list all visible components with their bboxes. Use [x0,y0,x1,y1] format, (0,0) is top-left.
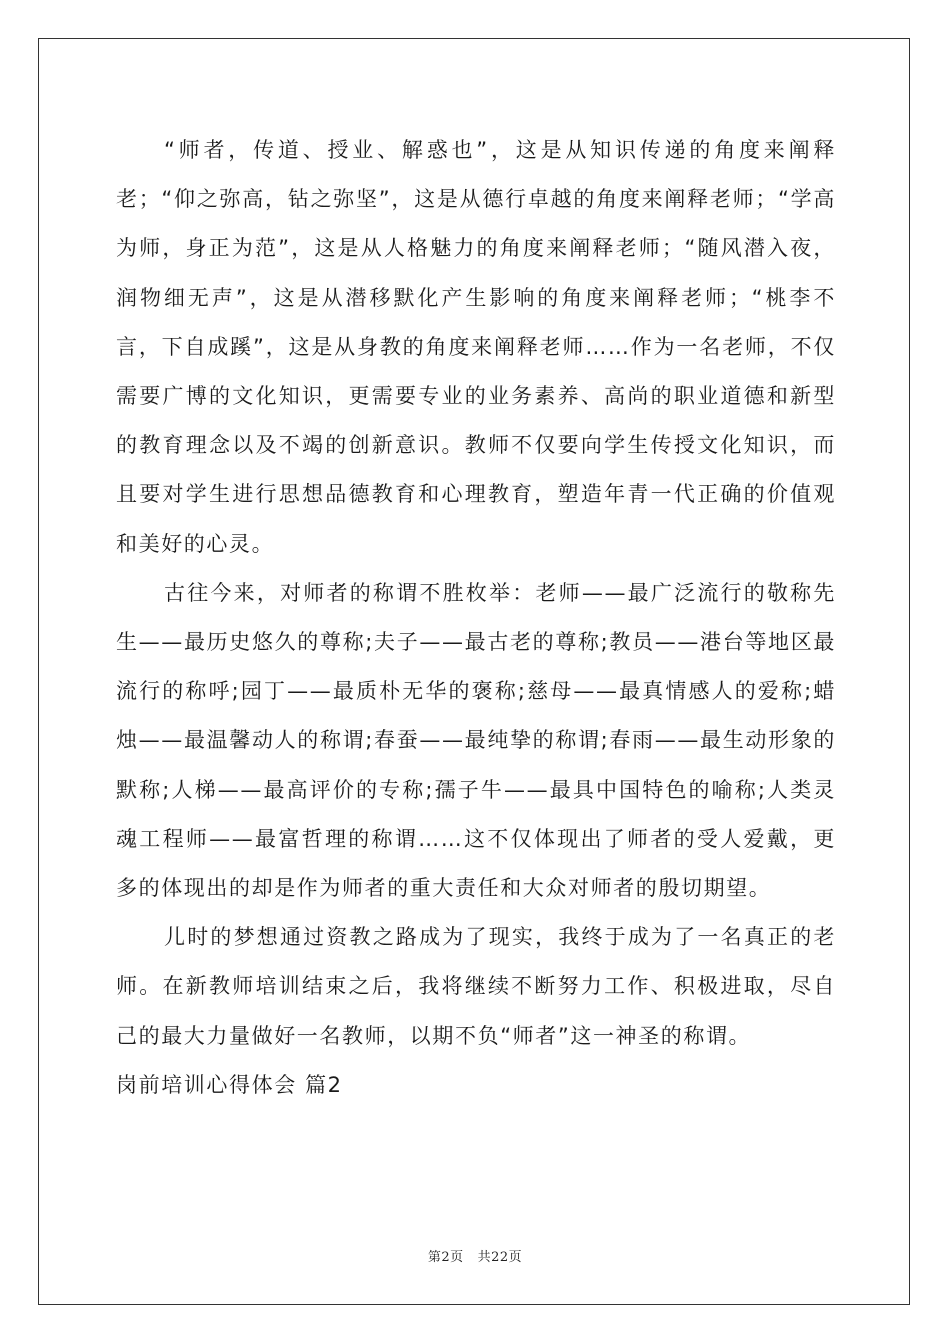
document-body [116,126,836,1110]
page-total: 共22页 [477,1250,523,1265]
page-footer [0,1246,950,1265]
paragraph-2: 古往今来，对师者的称谓不胜枚举：老师——最广泛流行的敬称先生——最历史悠久的尊称;夫子——最古老的尊称;教员——港台等地区最流行的称呼;园丁——最质朴无华的褒称;慈母——最真情感人的爱称;蜡烛——最温馨动人的称谓;春蚕——最纯挚的称谓;春雨——最生动形象的默称;人梯——最高评价的专称;孺子牛——最具中国特色的喻称;人类灵魂工程师——最富哲理的称谓……这不仅体现出了师者的受人爱戴，更多的体现出的却是作为师者的重大责任和大众对师者的殷切期望。 [116,580,836,901]
section-heading: 岗前培训心得体会 篇2 [116,1072,343,1097]
paragraph-1: “师者，传道、授业、解惑也”，这是从知识传递的角度来阐释老；“仰之弥高，钻之弥坚”，这是从德行卓越的角度来阐释老师；“学高为师，身正为范”，这是从人格魅力的角度来阐释老师；“随风潜入夜，润物细无声”，这是从潜移默化产生影响的角度来阐释老师；“桃李不言，下自成蹊”，这是从身教的角度来阐释老师……作为一名老师，不仅需要广博的文化知识，更需要专业的业务素养、高尚的职业道德和新型的教育理念以及不竭的创新意识。教师不仅要向学生传授文化知识，而且要对学生进行思想品德教育和心理教育，塑造年青一代正确的价值观和美好的心灵。 [116,138,836,556]
paragraph-3: 儿时的梦想通过资教之路成为了现实，我终于成为了一名真正的老师。在新教师培训结束之后，我将继续不断努力工作、积极进取，尽自己的最大力量做好一名教师，以期不负“师者”这一神圣的称谓。 [116,925,836,1048]
page-number: 第2页 [427,1250,464,1265]
